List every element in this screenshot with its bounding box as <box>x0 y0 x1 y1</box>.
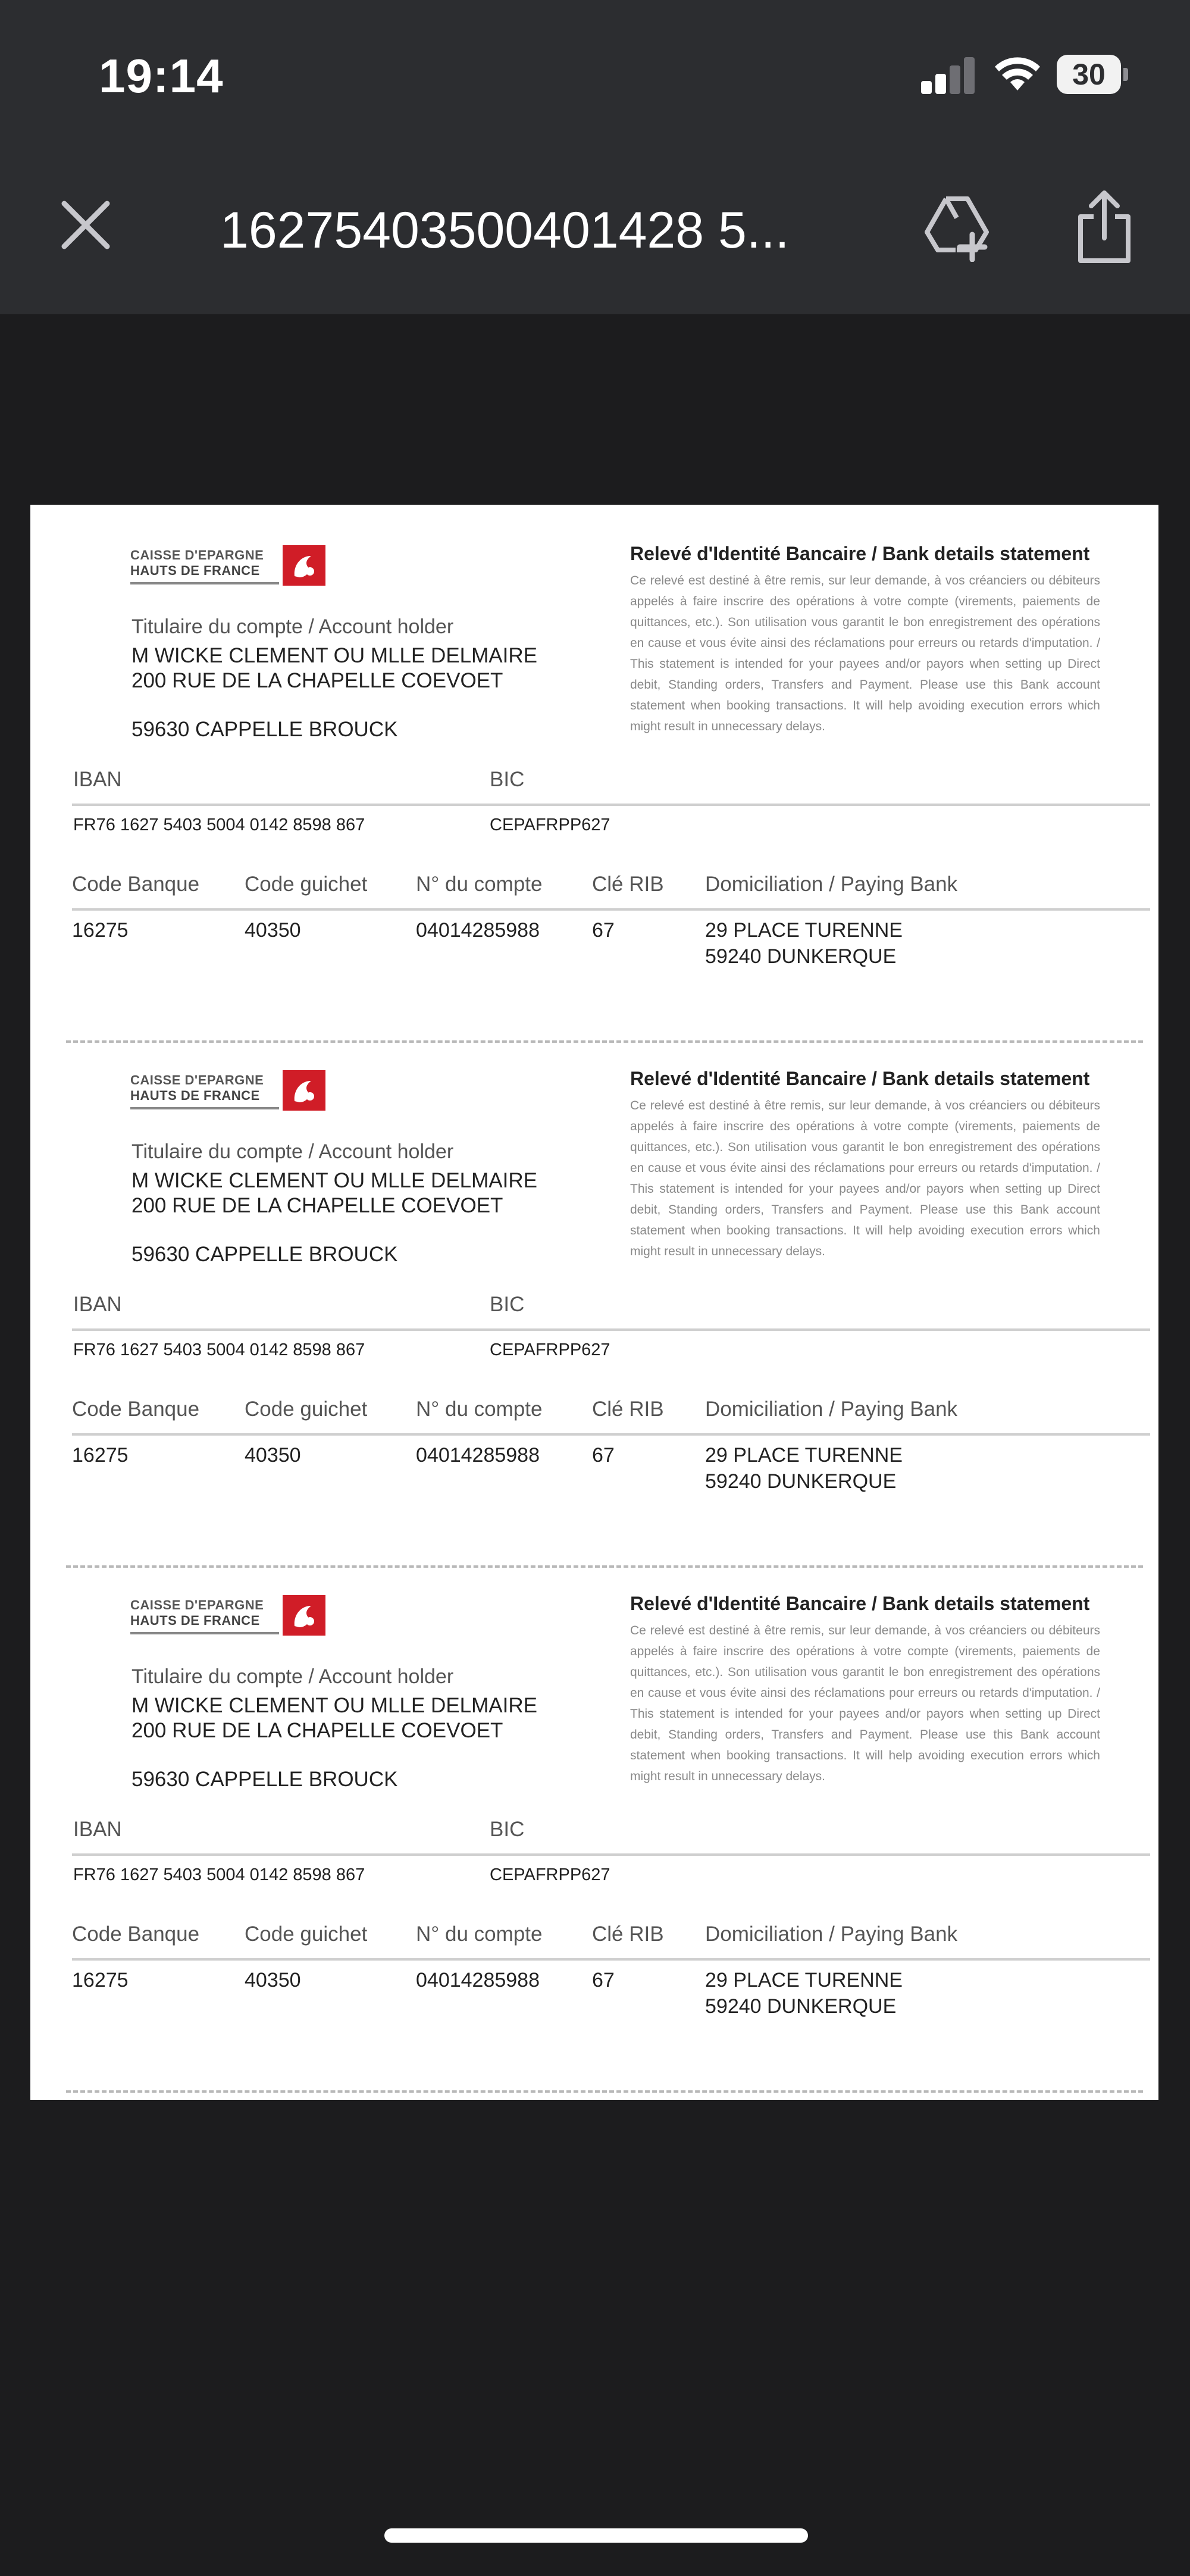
wifi-icon <box>994 54 1041 93</box>
top-bar <box>0 0 1190 314</box>
logo-line1: CAISSE D'EPARGNE <box>130 548 264 562</box>
bank-logo <box>130 1595 327 1637</box>
holder-address: 200 RUE DE LA CHAPELLE COEVOET <box>131 1719 503 1742</box>
cle-rib-value: 67 <box>592 1969 615 1992</box>
code-guichet-value: 40350 <box>245 1444 301 1467</box>
signal-icon <box>921 56 976 94</box>
bic-value: CEPAFRPP627 <box>490 1340 610 1359</box>
code-guichet-value: 40350 <box>245 919 301 942</box>
squirrel-logo-icon <box>283 545 325 586</box>
add-to-drive-icon[interactable] <box>922 193 991 262</box>
holder-city: 59630 CAPPELLE BROUCK <box>131 1768 398 1791</box>
logo-line2: HAUTS DE FRANCE <box>130 1613 260 1628</box>
holder-city: 59630 CAPPELLE BROUCK <box>131 1243 398 1266</box>
logo-line1: CAISSE D'EPARGNE <box>130 1598 264 1612</box>
cut-line <box>66 2090 1143 2093</box>
holder-label: Titulaire du compte / Account holder <box>131 615 454 638</box>
domiciliation-label: Domiciliation / Paying Bank <box>705 873 958 896</box>
bic-label: BIC <box>490 768 525 791</box>
code-banque-value: 16275 <box>72 919 129 942</box>
code-banque-value: 16275 <box>72 1444 129 1467</box>
iban-label: IBAN <box>73 768 122 791</box>
squirrel-logo-icon <box>283 1595 325 1636</box>
bic-value: CEPAFRPP627 <box>490 815 610 834</box>
domiciliation-line1: 29 PLACE TURENNE <box>705 1444 903 1467</box>
domiciliation-line2: 59240 DUNKERQUE <box>705 1995 897 2018</box>
domiciliation-label: Domiciliation / Paying Bank <box>705 1398 958 1421</box>
rib-description: Ce relevé est destiné à être remis, sur leur demande, à vos créanciers ou débiteurs appelés à faire inscrire des opérations à votre compte (virements, paiements de quittances, etc.). Son utilisation vous garantit le bon enregistrement des opérations en cause et vous évite ainsi des réclamations pour erreurs ou retards d'imputation. / This statement is intended for your payees and/or payors when setting up Direct debit, Standing orders, Transfers and Payment. Please use this Bank account statement when booking transactions. It will help avoiding execution errors which might result in unnecessary delays. <box>630 1099 1100 1258</box>
code-banque-label: Code Banque <box>72 1398 200 1421</box>
rib-title: Relevé d'Identité Bancaire / Bank details statement <box>630 1593 1090 1614</box>
battery-icon <box>1057 55 1128 94</box>
domiciliation-line1: 29 PLACE TURENNE <box>705 1969 903 1992</box>
battery-level: 30 <box>1072 58 1106 91</box>
home-indicator[interactable] <box>384 2528 808 2543</box>
iban-value: FR76 1627 5403 5004 0142 8598 867 <box>73 815 365 834</box>
cle-rib-value: 67 <box>592 919 615 942</box>
code-guichet-label: Code guichet <box>245 1922 368 1946</box>
share-icon[interactable] <box>1073 189 1135 265</box>
code-guichet-label: Code guichet <box>245 873 368 896</box>
bic-label: BIC <box>490 1818 525 1841</box>
bank-logo <box>130 1070 327 1112</box>
holder-city: 59630 CAPPELLE BROUCK <box>131 718 398 741</box>
document-title: 16275403500401428 5... <box>220 202 790 259</box>
iban-label: IBAN <box>73 1293 122 1316</box>
logo-line1: CAISSE D'EPARGNE <box>130 1073 264 1087</box>
holder-address: 200 RUE DE LA CHAPELLE COEVOET <box>131 1194 503 1217</box>
rib-slip-1 <box>30 505 1158 1030</box>
rib-description: Ce relevé est destiné à être remis, sur leur demande, à vos créanciers ou débiteurs appelés à faire inscrire des opérations à votre compte (virements, paiements de quittances, etc.). Son utilisation vous garantit le bon enregistrement des opérations en cause et vous évite ainsi des réclamations pour erreurs ou retards d'imputation. / This statement is intended for your payees and/or payors when setting up Direct debit, Standing orders, Transfers and Payment. Please use this Bank account statement when booking transactions. It will help avoiding execution errors which might result in unnecessary delays. <box>630 1624 1100 1783</box>
compte-value: 04014285988 <box>416 919 540 942</box>
code-banque-label: Code Banque <box>72 1922 200 1946</box>
bic-value: CEPAFRPP627 <box>490 1865 610 1884</box>
holder-address: 200 RUE DE LA CHAPELLE COEVOET <box>131 669 503 692</box>
rib-title: Relevé d'Identité Bancaire / Bank details statement <box>630 543 1090 564</box>
bank-logo <box>130 545 327 587</box>
compte-label: N° du compte <box>416 1922 543 1946</box>
compte-value: 04014285988 <box>416 1969 540 1992</box>
bic-label: BIC <box>490 1293 525 1316</box>
holder-name: M WICKE CLEMENT OU MLLE DELMAIRE <box>131 1169 537 1192</box>
close-icon[interactable] <box>57 196 114 254</box>
logo-line2: HAUTS DE FRANCE <box>130 563 260 578</box>
holder-name: M WICKE CLEMENT OU MLLE DELMAIRE <box>131 1694 537 1717</box>
code-banque-label: Code Banque <box>72 873 200 896</box>
logo-line2: HAUTS DE FRANCE <box>130 1088 260 1103</box>
status-time: 19:14 <box>99 49 224 102</box>
compte-label: N° du compte <box>416 873 543 896</box>
domiciliation-line1: 29 PLACE TURENNE <box>705 919 903 942</box>
domiciliation-line2: 59240 DUNKERQUE <box>705 945 897 968</box>
squirrel-logo-icon <box>283 1070 325 1111</box>
cle-rib-value: 67 <box>592 1444 615 1467</box>
rib-slip-3 <box>30 1555 1158 2080</box>
compte-value: 04014285988 <box>416 1444 540 1467</box>
holder-label: Titulaire du compte / Account holder <box>131 1140 454 1163</box>
holder-label: Titulaire du compte / Account holder <box>131 1665 454 1688</box>
cle-rib-label: Clé RIB <box>592 873 664 896</box>
code-guichet-value: 40350 <box>245 1969 301 1992</box>
iban-value: FR76 1627 5403 5004 0142 8598 867 <box>73 1865 365 1884</box>
rib-description: Ce relevé est destiné à être remis, sur leur demande, à vos créanciers ou débiteurs appelés à faire inscrire des opérations à votre compte (virements, paiements de quittances, etc.). Son utilisation vous garantit le bon enregistrement des opérations en cause et vous évite ainsi des réclamations pour erreurs ou retards d'imputation. / This statement is intended for your payees and/or payors when setting up Direct debit, Standing orders, Transfers and Payment. Please use this Bank account statement when booking transactions. It will help avoiding execution errors which might result in unnecessary delays. <box>630 574 1100 733</box>
rib-slip-2 <box>30 1030 1158 1555</box>
iban-label: IBAN <box>73 1818 122 1841</box>
domiciliation-line2: 59240 DUNKERQUE <box>705 1470 897 1493</box>
code-guichet-label: Code guichet <box>245 1398 368 1421</box>
holder-name: M WICKE CLEMENT OU MLLE DELMAIRE <box>131 644 537 667</box>
document-page <box>30 505 1158 2100</box>
cle-rib-label: Clé RIB <box>592 1922 664 1946</box>
rib-title: Relevé d'Identité Bancaire / Bank details statement <box>630 1068 1090 1089</box>
iban-value: FR76 1627 5403 5004 0142 8598 867 <box>73 1340 365 1359</box>
domiciliation-label: Domiciliation / Paying Bank <box>705 1922 958 1946</box>
code-banque-value: 16275 <box>72 1969 129 1992</box>
compte-label: N° du compte <box>416 1398 543 1421</box>
cle-rib-label: Clé RIB <box>592 1398 664 1421</box>
